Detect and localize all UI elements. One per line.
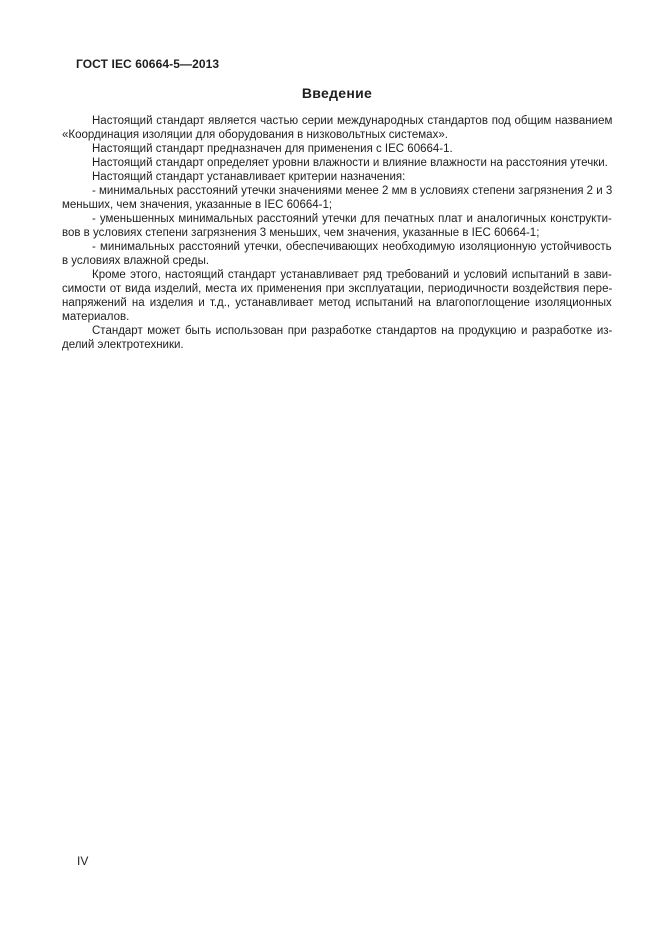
paragraph xyxy=(62,324,612,352)
page-number: IV xyxy=(77,854,89,868)
paragraph-line: «Координация изоляции для оборудования в низковольтных системах». xyxy=(62,129,448,141)
document-code: ГОСТ IEC 60664-5—2013 xyxy=(76,57,220,71)
paragraph-line: Настоящий стандарт является частью серии международных стандартов под общим названием xyxy=(92,115,613,127)
paragraph-line: вов в условиях степени загрязнения 3 меньших, чем значения, указанные в IEC 60664-1; xyxy=(62,227,540,239)
paragraph xyxy=(62,114,612,142)
paragraph xyxy=(62,212,612,240)
paragraph-line: Кроме этого, настоящий стандарт устанавливает ряд требований и условий испытаний в зави- xyxy=(92,269,612,281)
paragraph-line: - минимальных расстояний утечки, обеспечивающих необходимую изоляционную устойчивость xyxy=(92,241,612,253)
paragraph-line: - минимальных расстояний утечки значениями менее 2 мм в условиях степени загрязнения 2 и 3 xyxy=(92,185,613,197)
paragraph xyxy=(62,184,612,212)
paragraph xyxy=(62,156,612,170)
paragraph-line: Настоящий стандарт устанавливает критерии назначения: xyxy=(92,171,406,183)
paragraph-line: симости от вида изделий, места их применения при эксплуатации, периодичности воздействия пере- xyxy=(62,283,613,295)
paragraph-line: материалов. xyxy=(62,311,130,323)
document-body xyxy=(62,114,612,352)
paragraph-line: Настоящий стандарт определяет уровни влажности и влияние влажности на расстояния утечки. xyxy=(92,157,608,169)
paragraph-line: делий электротехники. xyxy=(62,339,184,351)
paragraph-line: Настоящий стандарт предназначен для применения с IEC 60664-1. xyxy=(92,143,453,155)
paragraph xyxy=(62,142,612,156)
paragraph-line: напряжений на изделия и т.д., устанавливает метод испытаний на влагопоглощение изоляционных xyxy=(62,297,612,309)
paragraph xyxy=(62,268,612,324)
paragraph-line: в условиях влажной среды. xyxy=(62,255,210,267)
section-title: Введение xyxy=(301,85,373,101)
paragraph xyxy=(62,170,612,184)
paragraph-line: меньших, чем значения, указанные в IEC 60664-1; xyxy=(62,199,333,211)
paragraph-line: - уменьшенных минимальных расстояний утечки для печатных плат и аналогичных конструкти- xyxy=(92,213,612,225)
paragraph xyxy=(62,240,612,268)
paragraph-line: Стандарт может быть использован при разработке стандартов на продукцию и разработке из- xyxy=(92,325,613,337)
